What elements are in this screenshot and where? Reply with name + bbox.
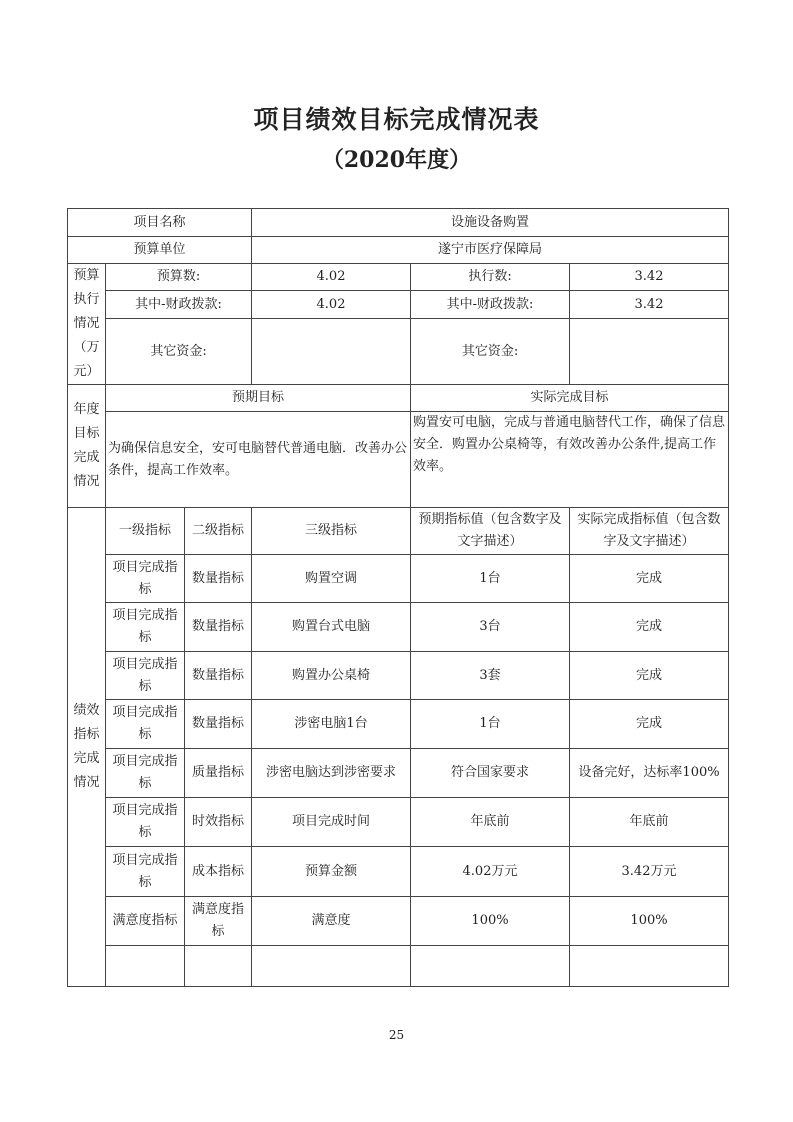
- other-exec-label: 其它资金:: [411, 319, 570, 385]
- indicator-level2: 数量指标: [185, 555, 252, 603]
- indicator-actual: 完成: [570, 603, 729, 652]
- project-name-row: [68, 209, 729, 237]
- indicator-level3: 涉密电脑达到涉密要求: [252, 749, 411, 798]
- indicator-expected: 1台: [411, 555, 570, 603]
- table-row: [68, 897, 729, 946]
- indicator-header: 预期指标值（包含数字及文字描述）: [411, 508, 570, 555]
- project-name-label: 项目名称: [68, 209, 252, 237]
- indicator-expected: 4.02万元: [411, 847, 570, 897]
- indicator-expected: 年底前: [411, 798, 570, 847]
- indicator-header: 一级指标: [106, 508, 185, 555]
- indicator-level1: 项目完成指标: [106, 652, 185, 700]
- project-name-value: 设施设备购置: [252, 209, 729, 237]
- document-subtitle: （2020年度）: [321, 147, 472, 173]
- indicator-level2: [185, 946, 252, 987]
- page-number: 25: [388, 1028, 405, 1042]
- actual-goal-text: 购置安可电脑，完成与普通电脑替代工作，确保了信息安全．购置办公桌椅等，有效改善办公条件,提高工作效率。: [411, 412, 729, 508]
- budget-value: 4.02: [252, 264, 411, 291]
- fiscal-budget-value: 4.02: [252, 291, 411, 319]
- indicator-level2: 数量指标: [185, 603, 252, 652]
- table-row: [68, 700, 729, 749]
- indicator-expected: [411, 946, 570, 987]
- indicator-actual: 设备完好，达标率100%: [570, 749, 729, 798]
- indicator-expected: 3套: [411, 652, 570, 700]
- indicator-level2: 满意度指标: [185, 897, 252, 946]
- table-row: [68, 555, 729, 603]
- indicator-expected: 100%: [411, 897, 570, 946]
- indicator-header: 二级指标: [185, 508, 252, 555]
- budget-row: [68, 264, 729, 291]
- indicator-level3: 涉密电脑1台: [252, 700, 411, 749]
- indicator-level1: 项目完成指标: [106, 700, 185, 749]
- indicator-expected: 3台: [411, 603, 570, 652]
- performance-table: [67, 208, 729, 987]
- budget-unit-label: 预算单位: [68, 237, 252, 264]
- indicator-header: 三级指标: [252, 508, 411, 555]
- budget-section-label: 预算执行情况（万元）: [68, 264, 106, 385]
- table-row: [68, 652, 729, 700]
- expected-goal-header: 预期目标: [106, 385, 411, 412]
- exec-value: 3.42: [570, 264, 729, 291]
- indicator-actual: 完成: [570, 555, 729, 603]
- other-exec-value: [570, 319, 729, 385]
- indicator-header: 实际完成指标值（包含数字及文字描述）: [570, 508, 729, 555]
- fiscal-row: [68, 291, 729, 319]
- table-row: [68, 603, 729, 652]
- indicator-level3: 预算金额: [252, 847, 411, 897]
- indicator-actual: 年底前: [570, 798, 729, 847]
- table-row: [68, 847, 729, 897]
- other-label: 其它资金:: [106, 319, 252, 385]
- goals-text-row: [68, 412, 729, 508]
- indicator-level2: 质量指标: [185, 749, 252, 798]
- goals-header-row: [68, 385, 729, 412]
- indicator-level1: 项目完成指标: [106, 798, 185, 847]
- expected-goal-text: 为确保信息安全，安可电脑替代普通电脑．改善办公条件，提高工作效率。: [106, 412, 411, 508]
- indicator-level1: 项目完成指标: [106, 555, 185, 603]
- indicator-level2: 数量指标: [185, 652, 252, 700]
- indicator-expected: 1台: [411, 700, 570, 749]
- indicators-section-label: 绩效指标完成情况: [68, 508, 106, 987]
- indicator-actual: 完成: [570, 652, 729, 700]
- table-row: [68, 749, 729, 798]
- indicator-actual: 100%: [570, 897, 729, 946]
- indicator-level1: 满意度指标: [106, 897, 185, 946]
- fiscal-exec-value: 3.42: [570, 291, 729, 319]
- goals-section-label: 年度目标完成情况: [68, 385, 106, 508]
- indicator-level3: [252, 946, 411, 987]
- indicator-level3: 购置台式电脑: [252, 603, 411, 652]
- actual-goal-header: 实际完成目标: [411, 385, 729, 412]
- indicator-level3: 项目完成时间: [252, 798, 411, 847]
- indicator-level3: 满意度: [252, 897, 411, 946]
- other-budget-value: [252, 319, 411, 385]
- indicator-actual: [570, 946, 729, 987]
- indicator-level3: 购置办公桌椅: [252, 652, 411, 700]
- indicator-level1: 项目完成指标: [106, 749, 185, 798]
- indicator-level1: 项目完成指标: [106, 603, 185, 652]
- indicator-actual: 完成: [570, 700, 729, 749]
- budget-label: 预算数:: [106, 264, 252, 291]
- indicator-level2: 时效指标: [185, 798, 252, 847]
- indicator-level1: [106, 946, 185, 987]
- indicator-expected: 符合国家要求: [411, 749, 570, 798]
- indicator-level2: 成本指标: [185, 847, 252, 897]
- budget-unit-value: 遂宁市医疗保障局: [252, 237, 729, 264]
- indicator-level2: 数量指标: [185, 700, 252, 749]
- indicator-level3: 购置空调: [252, 555, 411, 603]
- exec-label: 执行数:: [411, 264, 570, 291]
- indicator-actual: 3.42万元: [570, 847, 729, 897]
- indicator-header-row: [68, 508, 729, 555]
- table-row-empty: [68, 946, 729, 987]
- fiscal-label: 其中-财政拨款:: [106, 291, 252, 319]
- indicator-level1: 项目完成指标: [106, 847, 185, 897]
- fiscal-exec-label: 其中-财政拨款:: [411, 291, 570, 319]
- other-funds-row: [68, 319, 729, 385]
- document-title: 项目绩效目标完成情况表: [253, 105, 540, 134]
- budget-unit-row: [68, 237, 729, 264]
- table-row: [68, 798, 729, 847]
